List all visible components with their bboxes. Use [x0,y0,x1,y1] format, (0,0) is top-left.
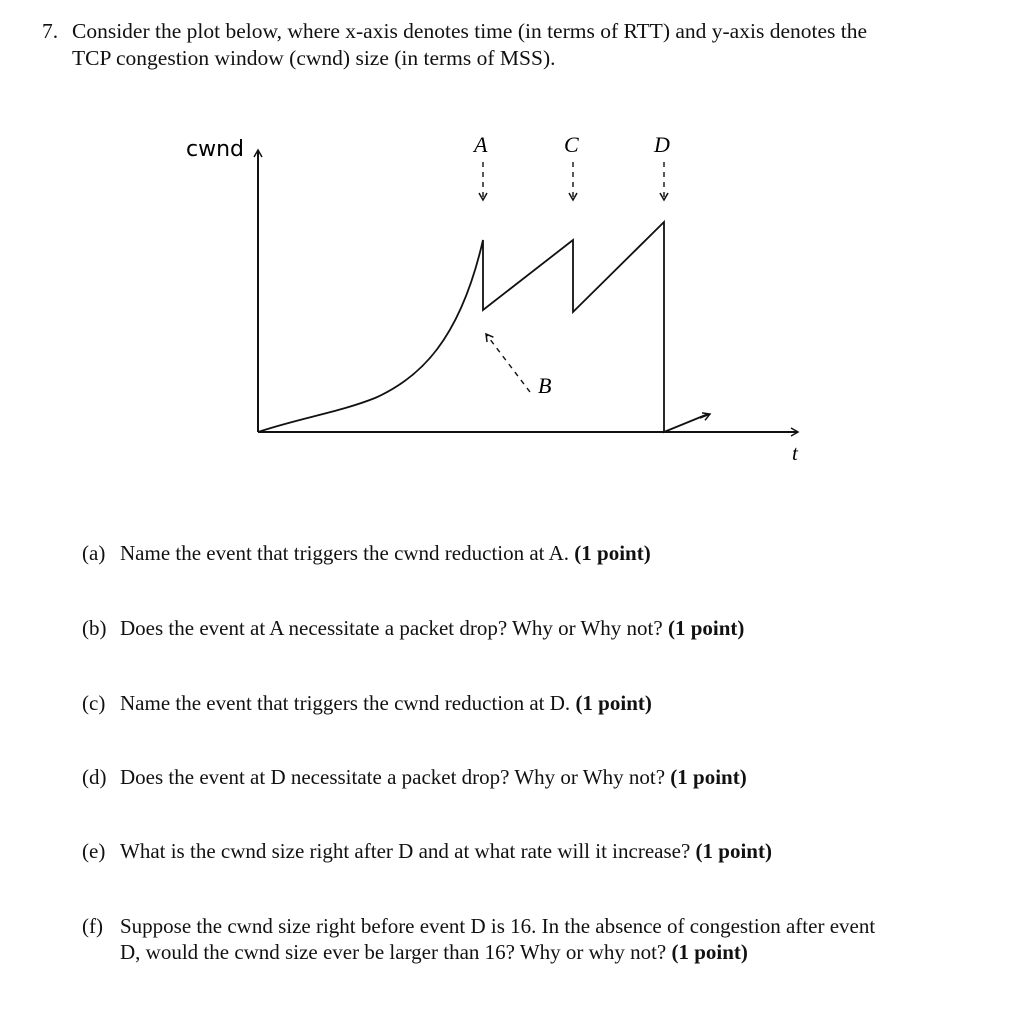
stem-line-1 [42,18,1002,45]
subquestion-label: (f) [82,914,103,938]
question-number: 7. [42,19,59,43]
x-axis-label: t [792,441,798,465]
subquestion-points: (1 point) [575,691,652,715]
subquestion-text: Suppose the cwnd size right before event D is 16. In the absence of congestion after event [120,914,876,938]
marker-c: C [564,132,579,157]
arrow-b [486,334,530,392]
subquestion-line-2 [82,939,1002,965]
marker-a: A [474,132,488,157]
subquestion-text: Name the event that triggers the cwnd reduction at A. [120,541,570,565]
subquestion-points: (1 point) [574,541,651,565]
y-axis-label: cwnd [186,137,244,162]
subquestion-label: (d) [82,765,107,789]
subquestion-label: (e) [82,839,106,863]
subquestion-label: (a) [82,541,106,565]
subquestion-line-1 [82,913,1002,939]
cwnd-curve [258,222,708,432]
subquestion-d [82,764,1002,790]
subquestion-points: (1 point) [695,839,772,863]
subquestion-text: Does the event at A necessitate a packet drop? Why or Why not? [120,616,663,640]
stem-line-2: TCP congestion window (cwnd) size (in terms of MSS). [72,46,556,70]
subquestion-text-2: D, would the cwnd size ever be larger than 16? Why or why not? [120,940,667,964]
subquestion-label: (c) [82,691,106,715]
question-stem [42,18,1002,72]
post-d-arrow [700,414,710,418]
subquestion-points: (1 point) [670,765,747,789]
subquestion-c [82,690,1002,716]
subquestion-text: Does the event at D necessitate a packet drop? Why or Why not? [120,765,666,789]
subquestion-b [82,615,1002,641]
marker-b: B [538,373,552,398]
subquestion-label: (b) [82,616,107,640]
subquestion-f [82,913,1002,965]
marker-d: D [654,132,670,157]
subquestion-e [82,838,1002,864]
subquestion-text: Name the event that triggers the cwnd reduction at D. [120,691,571,715]
stem-text-1: Consider the plot below, where x-axis denotes time (in terms of RTT) and y-axis denotes the [72,19,868,43]
subquestion-points: (1 point) [667,616,745,640]
subquestion-points: (1 point) [671,940,748,964]
subquestion-text: What is the cwnd size right after D and at what rate will it increase? [120,839,691,863]
subquestion-a [82,540,1002,566]
